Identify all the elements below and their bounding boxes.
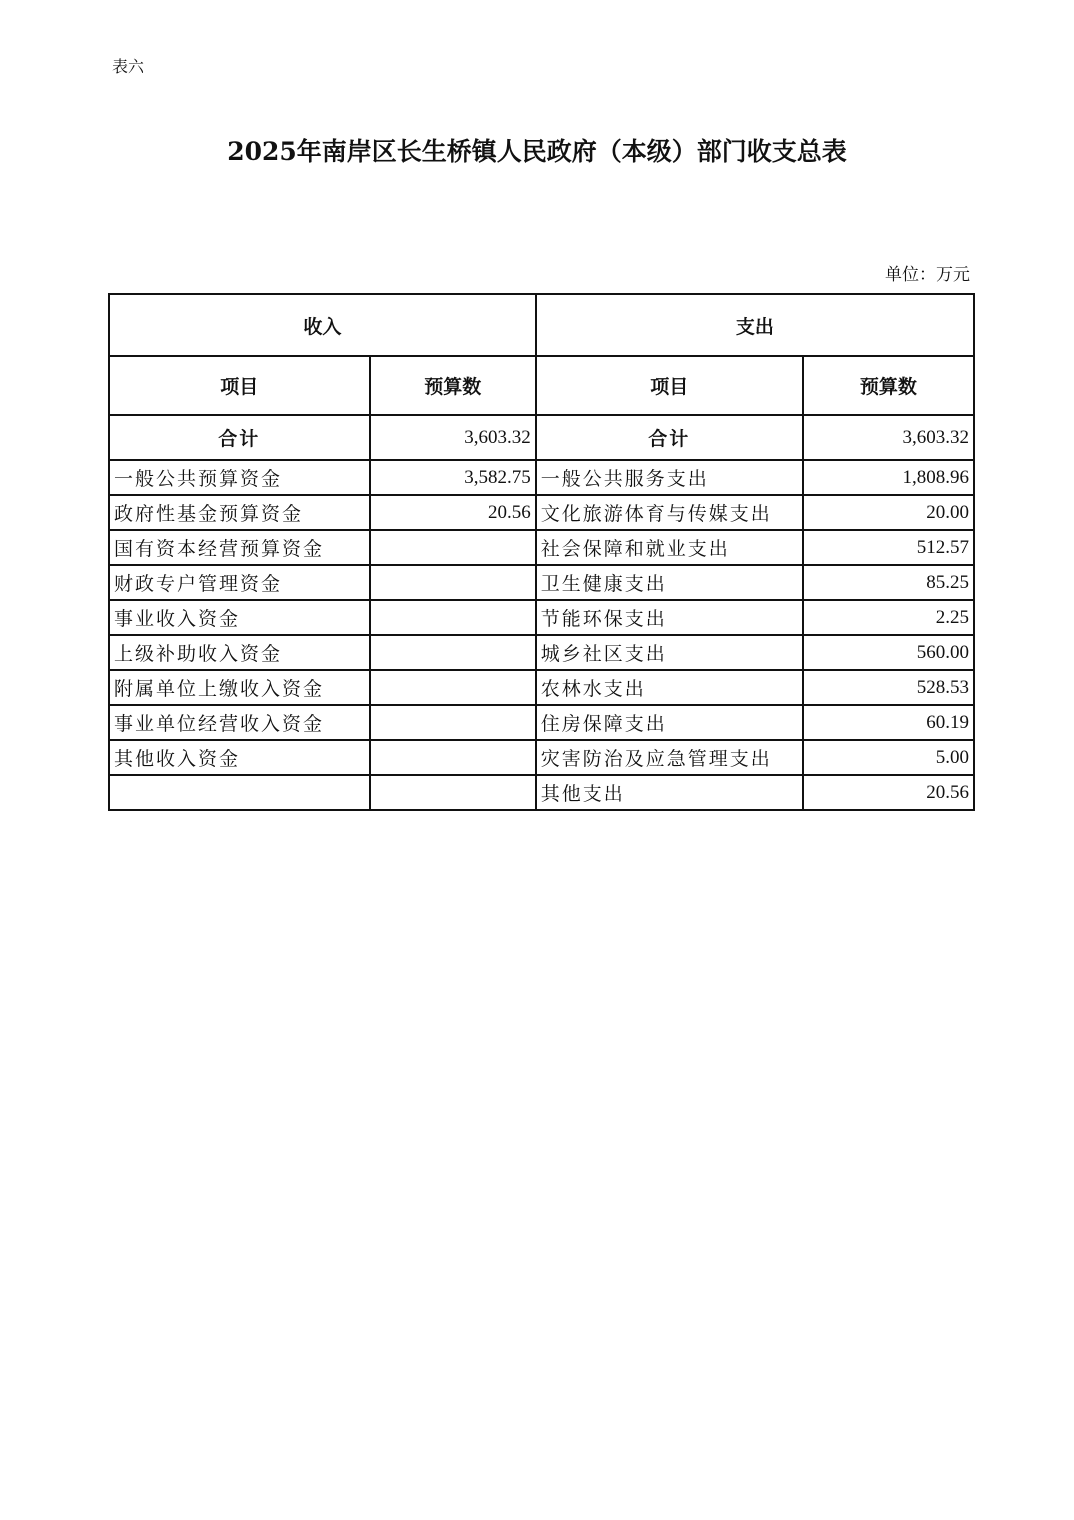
expense-amount: 528.53 [803,670,974,705]
expense-total-amount: 3,603.32 [803,415,974,460]
income-item: 上级补助收入资金 [109,635,370,670]
income-item: 事业收入资金 [109,600,370,635]
expense-item: 文化旅游体育与传媒支出 [536,495,803,530]
income-amount [370,635,536,670]
budget-table [108,293,975,811]
income-item-column-header: 项目 [109,356,370,415]
table-row [109,740,974,775]
expense-amount: 20.00 [803,495,974,530]
expense-amount: 85.25 [803,565,974,600]
income-amount [370,670,536,705]
expense-item: 一般公共服务支出 [536,460,803,495]
income-item: 事业单位经营收入资金 [109,705,370,740]
income-amount [370,775,536,810]
table-row [109,460,974,495]
expense-amount: 560.00 [803,635,974,670]
income-item: 其他收入资金 [109,740,370,775]
table-number: 表六 [112,57,145,76]
income-group-header: 收入 [109,294,536,356]
table-row [109,705,974,740]
expense-amount: 20.56 [803,775,974,810]
income-total-label: 合计 [109,415,370,460]
income-item [109,775,370,810]
income-amount [370,530,536,565]
income-amount [370,705,536,740]
expense-item: 住房保障支出 [536,705,803,740]
expense-budget-column-header: 预算数 [803,356,974,415]
expense-item: 其他支出 [536,775,803,810]
expense-total-label: 合计 [536,415,803,460]
expense-item-column-header: 项目 [536,356,803,415]
table-row [109,670,974,705]
group-header-row [109,294,974,356]
table-row [109,775,974,810]
income-item: 附属单位上缴收入资金 [109,670,370,705]
expense-amount: 5.00 [803,740,974,775]
expense-item: 节能环保支出 [536,600,803,635]
table-row [109,565,974,600]
income-amount: 20.56 [370,495,536,530]
expense-item: 农林水支出 [536,670,803,705]
table-row [109,635,974,670]
expense-amount: 60.19 [803,705,974,740]
income-amount [370,740,536,775]
expense-item: 灾害防治及应急管理支出 [536,740,803,775]
expense-amount: 2.25 [803,600,974,635]
income-item: 一般公共预算资金 [109,460,370,495]
expense-item: 卫生健康支出 [536,565,803,600]
expense-amount: 1,808.96 [803,460,974,495]
total-row [109,415,974,460]
income-item: 政府性基金预算资金 [109,495,370,530]
expense-item: 社会保障和就业支出 [536,530,803,565]
expense-amount: 512.57 [803,530,974,565]
income-item: 财政专户管理资金 [109,565,370,600]
table-row [109,600,974,635]
income-amount: 3,582.75 [370,460,536,495]
expense-group-header: 支出 [536,294,974,356]
income-amount [370,600,536,635]
column-header-row [109,356,974,415]
expense-item: 城乡社区支出 [536,635,803,670]
table-row [109,495,974,530]
table-row [109,530,974,565]
income-budget-column-header: 预算数 [370,356,536,415]
unit-label: 单位：万元 [885,265,970,285]
income-amount [370,565,536,600]
income-item: 国有资本经营预算资金 [109,530,370,565]
document-title: 2025年南岸区长生桥镇人民政府（本级）部门收支总表 [227,137,847,166]
income-total-amount: 3,603.32 [370,415,536,460]
